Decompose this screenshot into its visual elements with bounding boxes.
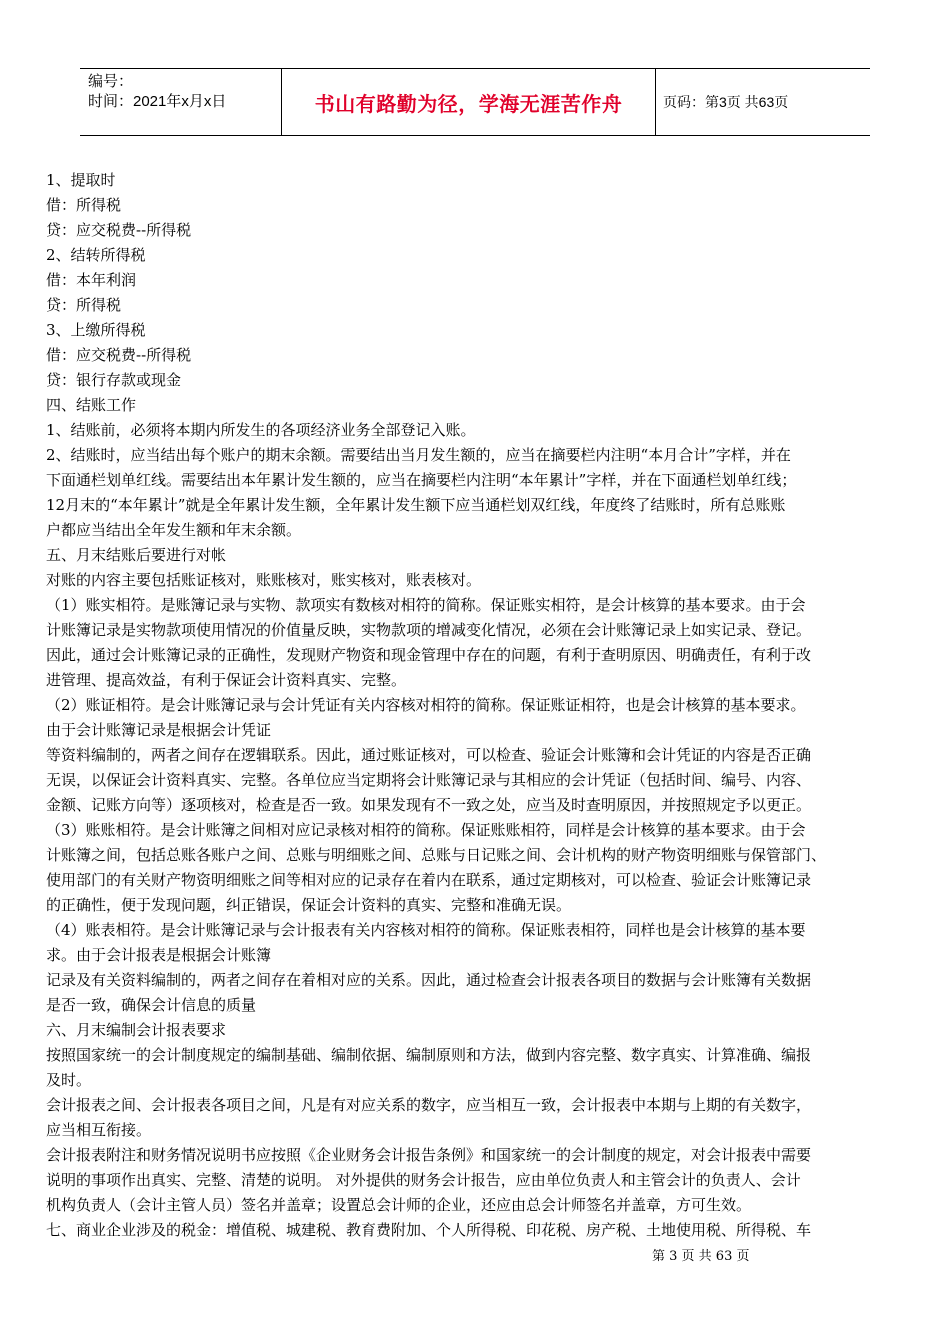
number-label: 编号： — [88, 73, 134, 90]
body-line: 使用部门的有关财产物资明细账之间等相对应的记录存在着内在联系，通过定期核对，可以检查、验证会计账簿记录 — [46, 871, 812, 889]
body-line: （3）账账相符。是会计账簿之间相对应记录核对相符的简称。保证账账相符，同样是会计核算的基本要求。由于会 — [46, 821, 806, 839]
body-line: 2、结账时，应当结出每个账户的期末余额。需要结出当月发生额的，应当在摘要栏内注明“本月合计”字样，并在 — [46, 446, 791, 464]
time-label: 时间：2021年x月x日 — [88, 93, 227, 110]
body-line: 2、结转所得税 — [46, 246, 146, 264]
header-page-info-cell — [656, 69, 870, 135]
header-meta — [80, 69, 282, 135]
body-line: 3、上缴所得税 — [46, 321, 146, 339]
body-line: 六、月末编制会计报表要求 — [46, 1021, 227, 1039]
body-line: 会计报表附注和财务情况说明书应按照《企业财务会计报告条例》和国家统一的会计制度的规定，对会计报表中需要 — [46, 1146, 812, 1164]
body-line: 借：本年利润 — [46, 271, 137, 289]
body-line: 及时。 — [46, 1071, 92, 1089]
body-line: 应当相互衔接。 — [46, 1121, 152, 1139]
body-line: 的正确性，便于发现问题，纠正错误，保证会计资料的真实、完整和准确无误。 — [46, 896, 572, 914]
body-line: 七、商业企业涉及的税金：增值税、城建税、教育费附加、个人所得税、印花税、房产税、土地使用税、所得税、车 — [46, 1221, 812, 1239]
page-header — [80, 68, 870, 136]
document-body — [46, 168, 912, 1243]
body-line: 机构负责人（会计主管人员）签名并盖章；设置总会计师的企业，还应由总会计师签名并盖章，方可生效。 — [46, 1196, 752, 1214]
footer-page-number: 第 3 页 共 63 页 — [652, 1249, 750, 1264]
body-line: （4）账表相符。是会计账簿记录与会计报表有关内容核对相符的简称。保证账表相符，同样也是会计核算的基本要 — [46, 921, 806, 939]
body-line: 对账的内容主要包括账证核对，账账核对，账实核对，账表核对。 — [46, 571, 482, 589]
body-line: 四、结账工作 — [46, 396, 137, 414]
body-line: 会计报表之间、会计报表各项目之间，凡是有对应关系的数字，应当相互一致，会计报表中本期与上期的有关数字， — [46, 1096, 812, 1114]
body-line: 借：应交税费--所得税 — [46, 346, 192, 364]
body-line: 记录及有关资料编制的，两者之间存在着相对应的关系。因此，通过检查会计报表各项目的数据与会计账簿有关数据 — [46, 971, 812, 989]
body-line: 按照国家统一的会计制度规定的编制基础、编制依据、编制原则和方法，做到内容完整、数字真实、计算准确、编报 — [46, 1046, 812, 1064]
motto-text: 书山有路勤为径，学海无涯苦作舟 — [314, 91, 623, 116]
body-line: 计账簿之间，包括总账各账户之间、总账与明细账之间、总账与日记账之间、会计机构的财产物资明细账与保管部门、 — [46, 846, 827, 864]
body-line: 贷：应交税费--所得税 — [46, 221, 192, 239]
body-line: 贷：所得税 — [46, 296, 122, 314]
body-line: 借：所得税 — [46, 196, 122, 214]
body-line: 无误，以保证会计资料真实、完整。各单位应当定期将会计账簿记录与其相应的会计凭证（包括时间、编号、内容、 — [46, 771, 812, 789]
body-line: 1、提取时 — [46, 171, 116, 189]
body-line: 户都应当结出全年发生额和年末余额。 — [46, 521, 302, 539]
body-line: 是否一致，确保会计信息的质量 — [46, 996, 257, 1014]
body-line: 由于会计账簿记录是根据会计凭证 — [46, 721, 272, 739]
body-line: 贷：银行存款或现金 — [46, 371, 182, 389]
body-line: 进管理、提高效益，有利于保证会计资料真实、完整。 — [46, 671, 407, 689]
body-line: （1）账实相符。是账簿记录与实物、款项实有数核对相符的简称。保证账实相符，是会计核算的基本要求。由于会 — [46, 596, 806, 614]
body-line: 12月末的“本年累计”就是全年累计发生额，全年累计发生额下应当通栏划双红线，年度终了结账时，所有总账账 — [46, 496, 786, 514]
body-line: 计账簿记录是实物款项使用情况的价值量反映，实物款项的增减变化情况，必须在会计账簿记录上如实记录、登记。 — [46, 621, 812, 639]
page-info: 页码：第3页 共63页 — [663, 94, 789, 110]
body-line: （2）账证相符。是会计账簿记录与会计凭证有关内容核对相符的简称。保证账证相符，也是会计核算的基本要求。 — [46, 696, 806, 714]
body-line: 金额、记账方向等）逐项核对，检查是否一致。如果发现有不一致之处，应当及时查明原因，并按照规定予以更正。 — [46, 796, 812, 814]
body-line: 求。由于会计报表是根据会计账簿 — [46, 946, 272, 964]
body-line: 下面通栏划单红线。需要结出本年累计发生额的，应当在摘要栏内注明“本年累计”字样，并在下面通栏划单红线； — [46, 471, 797, 489]
body-line: 说明的事项作出真实、完整、清楚的说明。 对外提供的财务会计报告，应由单位负责人和主管会计的负责人、会计 — [46, 1171, 801, 1189]
header-motto-cell — [282, 69, 656, 135]
body-line: 1、结账前，必须将本期内所发生的各项经济业务全部登记入账。 — [46, 421, 476, 439]
body-line: 五、月末结账后要进行对帐 — [46, 546, 227, 564]
body-line: 等资料编制的，两者之间存在逻辑联系。因此，通过账证核对，可以检查、验证会计账簿和会计凭证的内容是否正确 — [46, 746, 812, 764]
body-line: 因此，通过会计账簿记录的正确性，发现财产物资和现金管理中存在的问题，有利于查明原因、明确责任，有利于改 — [46, 646, 812, 664]
